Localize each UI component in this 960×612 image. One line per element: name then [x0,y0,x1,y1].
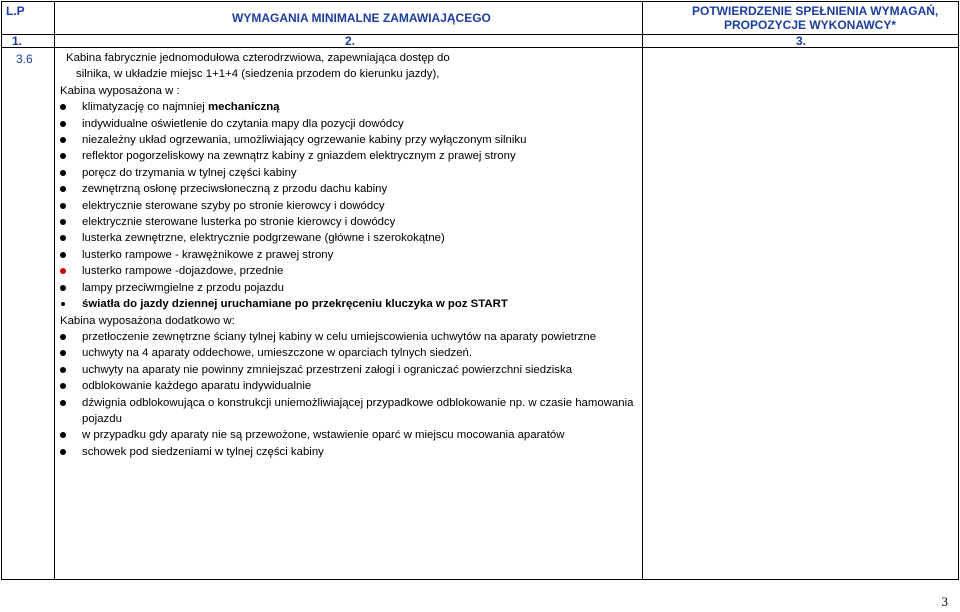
list-item: elektrycznie sterowane lusterka po stronie kierowcy i dowódcy [60,214,640,230]
bullet-icon [60,153,66,159]
bullet-icon [60,432,66,438]
extra-equipment-heading: Kabina wyposażona dodatkowo w: [60,314,235,327]
list-item: klimatyzację co najmniej mechaniczną [60,99,640,115]
bullet-icon [60,121,66,127]
list-item-continuation: pojazdu [82,412,122,425]
header-requirements: WYMAGANIA MINIMALNE ZAMAWIAJĄCEGO [232,11,491,25]
column-number-2: 2. [345,34,356,48]
bullet-icon [60,170,66,176]
bullet-icon [60,367,66,373]
requirements-content [60,50,640,460]
table-left-border [1,1,2,580]
small-bullet-icon [61,302,65,306]
list-item: lusterka zewnętrzne, elektrycznie podgrzewane (główne i szerokokątne) [60,230,640,246]
col1-divider [54,1,55,580]
numbers-bottom-border [1,47,959,48]
intro-line-2: silnika, w układzie miejsc 1+1+4 (siedzenia przodem do kierunku jazdy), [76,68,440,81]
red-bullet-icon [60,268,66,274]
list-item: odblokowanie każdego aparatu indywidualnie [60,378,640,394]
list-item: zewnętrzną osłonę przeciwsłoneczną z przodu dachu kabiny [60,181,640,197]
intro-line-1: Kabina fabrycznie jednomodułowa czterodrzwiowa, zapewniająca dostęp do [66,52,450,64]
list-item: schowek pod siedzeniami w tylnej części kabiny [60,444,640,460]
column-number-1: 1. [12,34,23,48]
page-number: 3 [941,594,948,609]
bullet-icon [60,219,66,225]
bullet-icon [60,400,66,406]
equipment-heading: Kabina wyposażona w : [60,84,180,97]
list-item: lusterko rampowe - krawężnikowe z prawej strony [60,247,640,263]
column-number-3: 3. [796,34,807,48]
list-item: przetłoczenie zewnętrzne ściany tylnej kabiny w celu umiejscowienia uchwytów na aparaty powietrzne [60,329,640,345]
list-item: światła do jazdy dziennej uruchamiane po przekręceniu kluczyka w poz START [60,296,640,312]
bullet-icon [60,350,66,356]
bullet-icon [60,285,66,291]
header-confirmation-line2: PROPOZYCJE WYKONAWCY* [724,18,897,32]
bullet-icon [60,137,66,143]
bullet-icon [60,104,66,110]
col2-divider [642,1,643,580]
list-item: uchwyty na aparaty nie powinny zmniejszać przestrzeni załogi i ograniczać powierzchni siedziska [60,362,640,378]
list-item: reflektor pogorzeliskowy na zewnątrz kabiny z gniazdem elektrycznym z prawej strony [60,148,640,164]
table-right-border [958,1,959,580]
bullet-icon [60,235,66,241]
list-item: indywidualne oświetlenie do czytania mapy dla pozycji dowódcy [60,116,640,132]
header-lp: L.P [6,4,25,18]
bullet-icon [60,186,66,192]
bullet-icon [60,334,66,340]
table-bottom-border [1,579,959,580]
header-bottom-border [1,34,959,35]
list-item: poręcz do trzymania w tylnej części kabiny [60,165,640,181]
list-item: lampy przeciwmgielne z przodu pojazdu [60,280,640,296]
list-item: w przypadku gdy aparaty nie są przewożone, wstawienie oparć w miejscu mocowania aparatów [60,427,640,443]
list-item: lusterko rampowe -dojazdowe, przednie [60,263,640,279]
list-item: uchwyty na 4 aparaty oddechowe, umieszczone w oparciach tylnych siedzeń. [60,345,640,361]
bullet-icon [60,449,66,455]
bullet-icon [60,203,66,209]
list-item: niezależny układ ogrzewania, umożliwiający ogrzewanie kabiny przy wyłączonym silniku [60,132,640,148]
list-item: elektrycznie sterowane szyby po stronie kierowcy i dowódcy [60,198,640,214]
row-number: 3.6 [16,52,33,66]
bullet-icon [60,252,66,258]
table-top-border [1,1,959,2]
bullet-icon [60,383,66,389]
list-item: dźwignia odblokowująca o konstrukcji uniemożliwiającej przypadkowe odblokowanie np. w czasie hamowania [60,395,640,411]
header-confirmation-line1: POTWIERDZENIE SPEŁNIENIA WYMAGAŃ, [692,4,939,18]
